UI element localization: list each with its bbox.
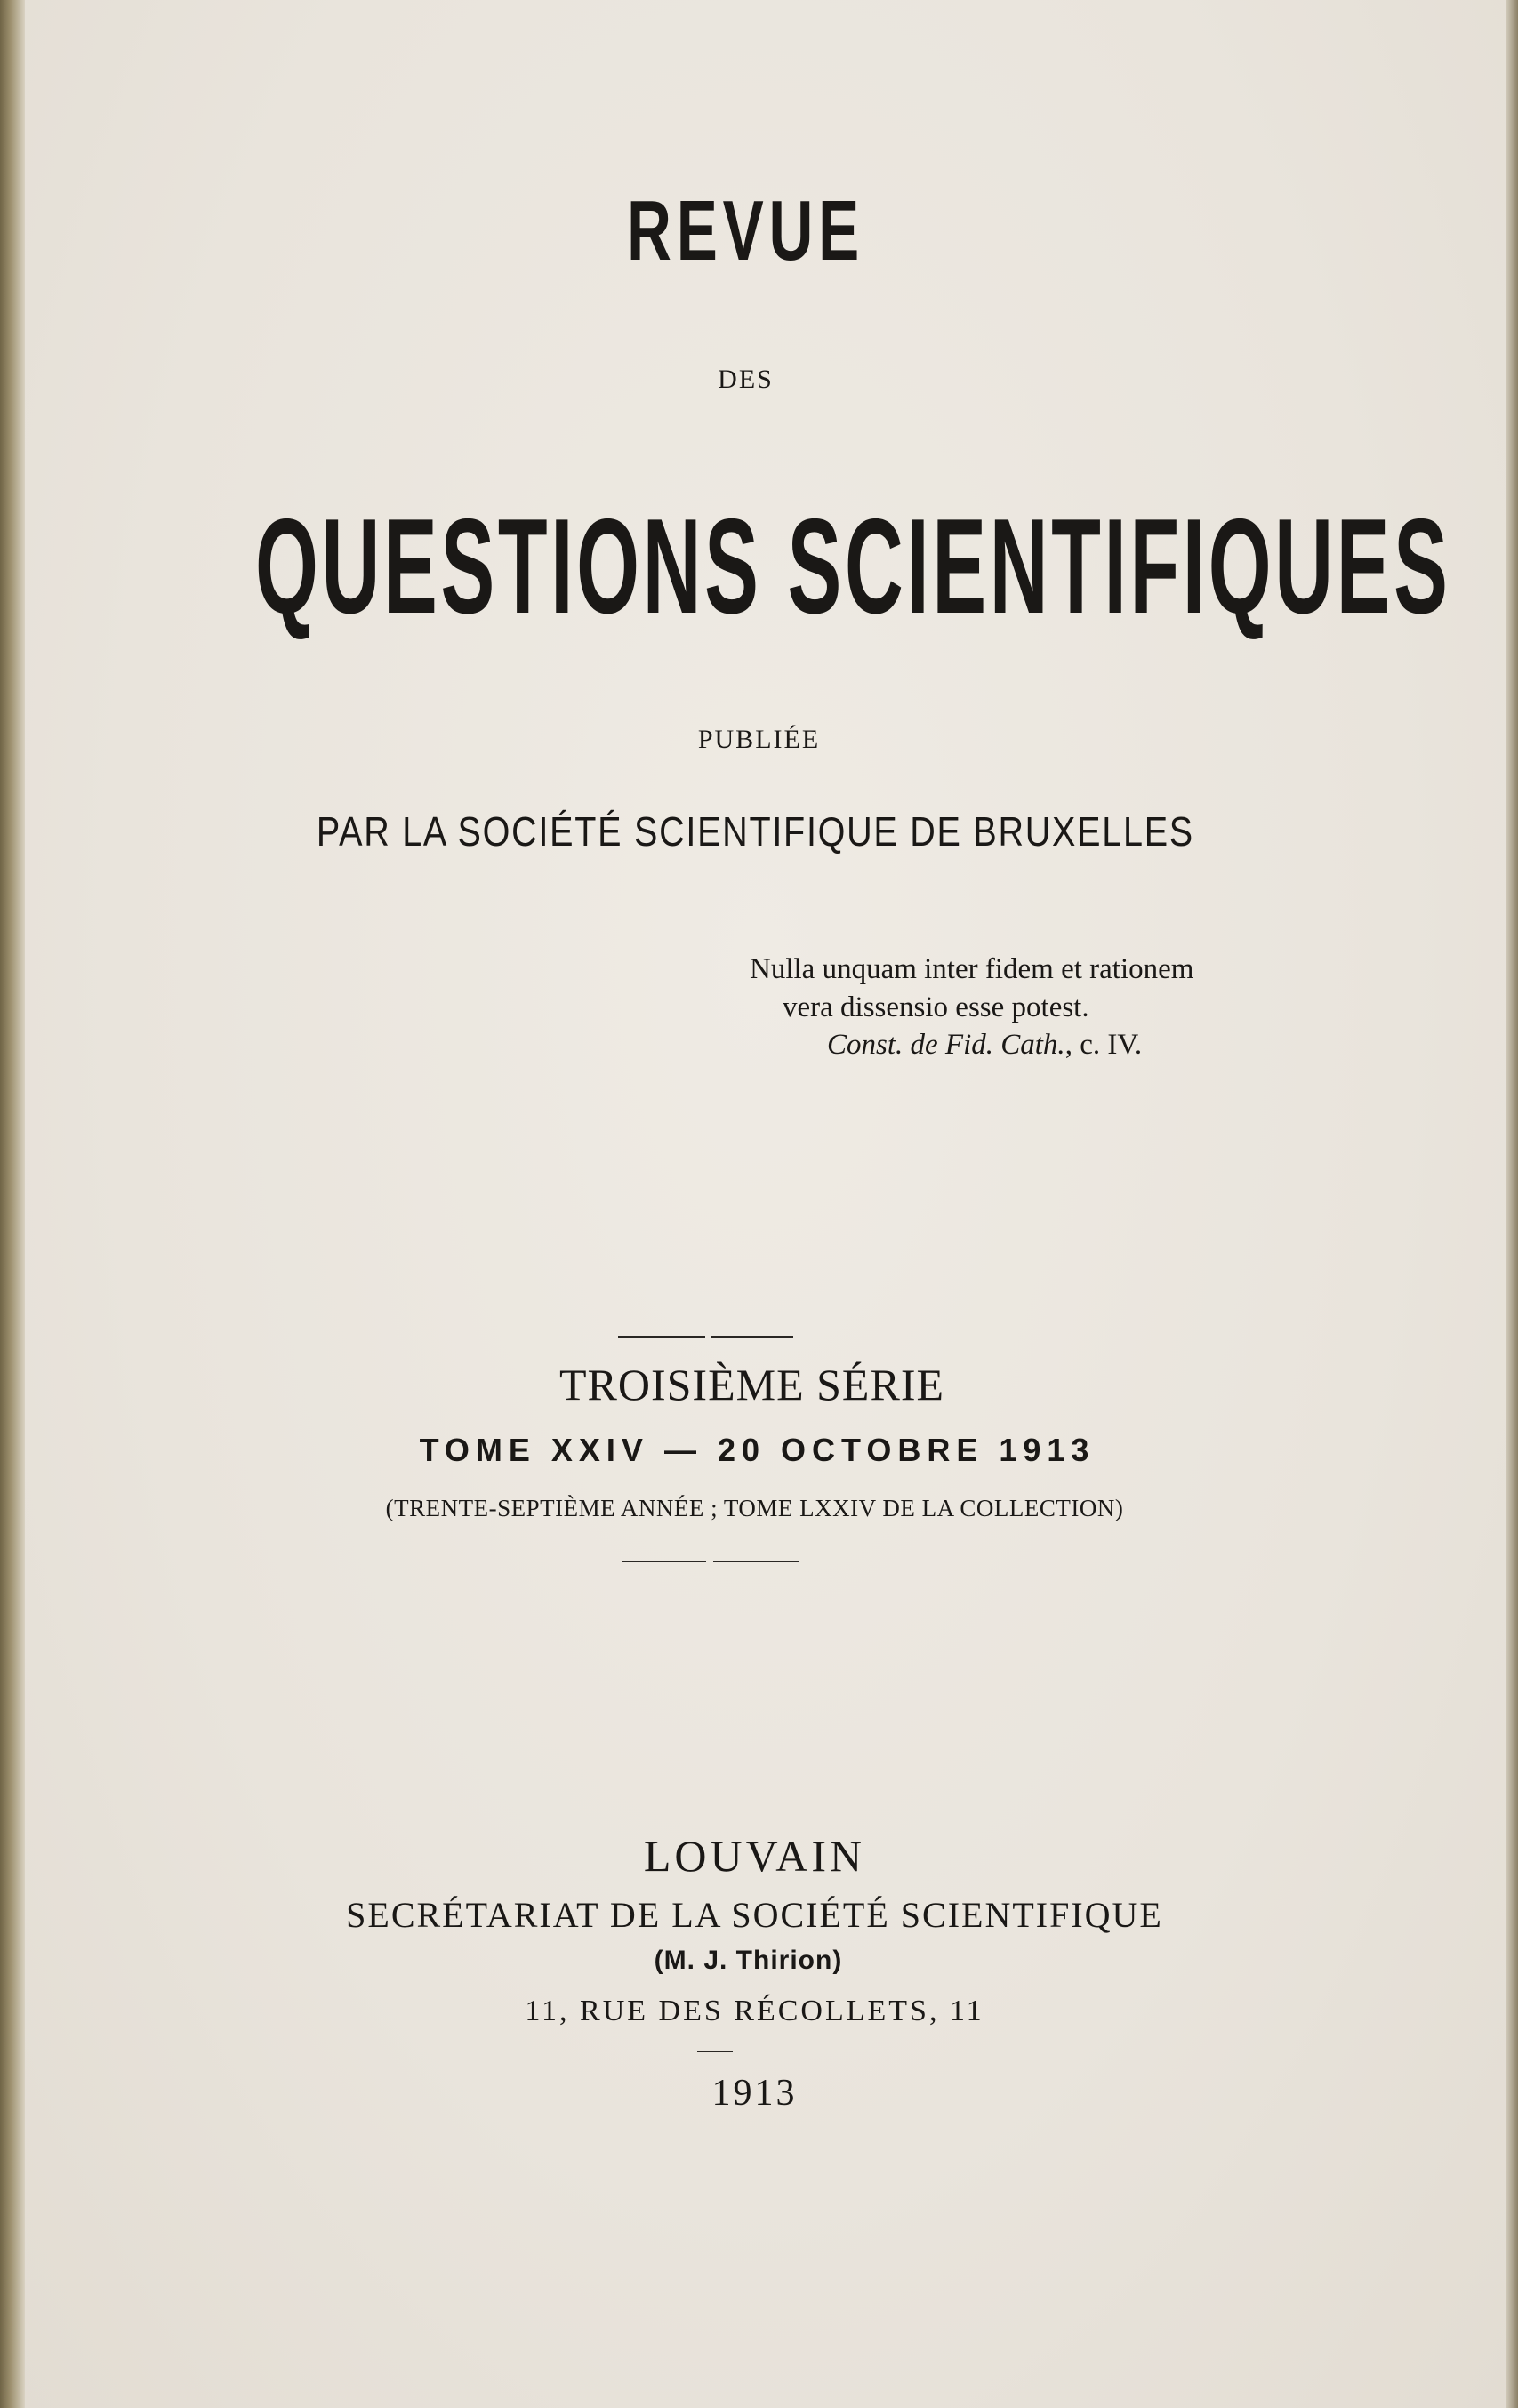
divider-top-right [711,1336,793,1338]
epigraph-source [827,1029,1142,1062]
journal-title-main: QUESTIONS SCIENTIFIQUES [255,491,1451,642]
imprint-secretariat: SECRÉTARIAT DE LA SOCIÉTÉ SCIENTIFIQUE [346,1895,1163,1935]
volume-date: TOME XXIV — 20 OCTOBRE 1913 [419,1432,1096,1468]
divider-short [697,2051,733,2052]
series-label: TROISIÈME SÉRIE [558,1360,945,1409]
journal-title-des: DES [718,365,774,394]
imprint-address: 11, RUE DES RÉCOLLETS, 11 [525,1995,984,2027]
volume-year-collection: (TRENTE-SEPTIÈME ANNÉE ; TOME LXXIV DE LA COLLECTION) [385,1495,1124,1521]
epigraph-source-title: Const. de Fid. Cath. [827,1029,1065,1061]
imprint-city: LOUVAIN [643,1831,866,1881]
journal-title-revue: REVUE [627,183,864,278]
imprint-year: 1913 [711,2073,798,2114]
divider-bottom-left [622,1561,706,1562]
epigraph-line-2: vera dissensio esse potest. [783,991,1089,1023]
publiee-label: PUBLIÉE [697,725,821,754]
epigraph-line-1: Nulla unquam inter fidem et rationem [750,953,1194,985]
page-edge [1506,0,1518,2408]
divider-top-left [618,1336,705,1338]
book-binding-edge [0,0,25,2408]
divider-bottom-right [713,1561,799,1562]
publisher-society: PAR LA SOCIÉTÉ SCIENTIFIQUE DE BRUXELLES [316,808,1194,855]
epigraph-source-chapter: , c. IV. [1064,1029,1143,1061]
imprint-person: (M. J. Thirion) [654,1946,843,1975]
